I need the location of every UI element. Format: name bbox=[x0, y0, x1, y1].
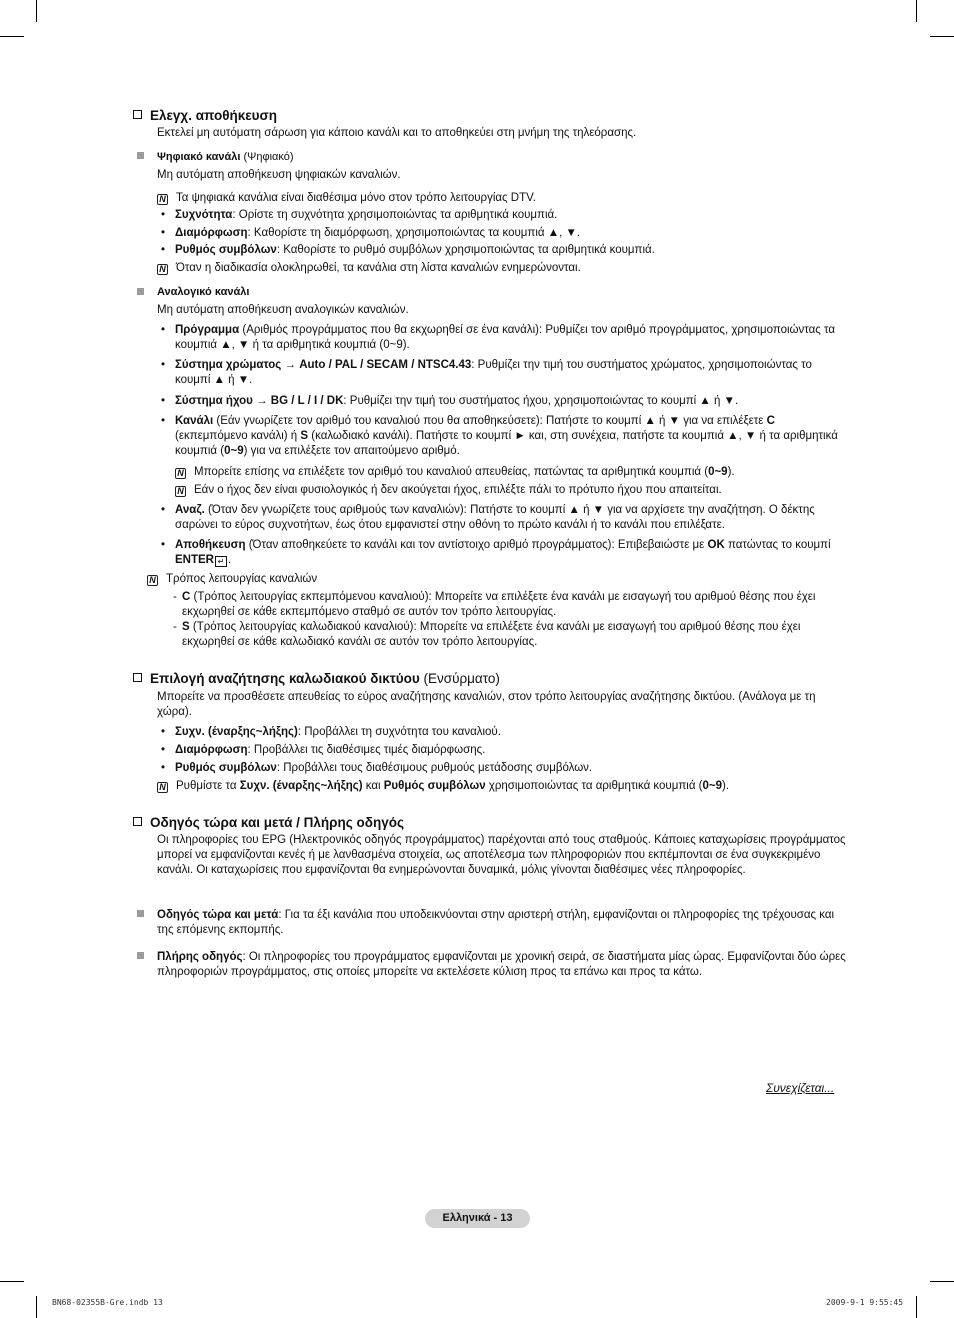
checkbox-bullet-icon bbox=[133, 673, 142, 682]
note: N Ρυθμίστε τα Συχν. (έναρξης~λήξης) και Ρυθμός συμβόλων χρησιμοποιώντας τα αριθμητικά κουμπιά (0~9). bbox=[157, 779, 729, 794]
enter-icon: ↵ bbox=[215, 556, 227, 567]
list-item: • Κανάλι (Εάν γνωρίζετε τον αριθμό του καναλιού που θα αποθηκεύσετε): Πατήστε το κουμπί ▲ ή ▼ για να επιλέξετε C (εκπεμπόμενο κανάλι) ή S (καλωδιακό κανάλι). Πατήστε το κουμπί ► και, στη συνέχεια, πατήστε τα κουμπιά ▲, ▼ ή τα αριθμητικά κουμπιά (0~9) για να επιλέξετε τον απαιτούμενο αριθμό. bbox=[175, 414, 850, 459]
square-bullet-icon bbox=[137, 288, 144, 295]
section-title-epg: Οδηγός τώρα και μετά / Πλήρης οδηγός bbox=[133, 815, 404, 830]
list-item: • Σύστημα χρώματος → Auto / PAL / SECAM / NTSC4.43: Ρυθμίζει την τιμή του συστήματος χρώματος, χρησιμοποιώντας το κουμπί ▲ ή ▼. bbox=[175, 358, 850, 388]
crop-mark bbox=[36, 0, 37, 22]
note-icon: N bbox=[175, 486, 186, 497]
list-item: • Διαμόρφωση: Καθορίστε τη διαμόρφωση, χρησιμοποιώντας τα κουμπιά ▲, ▼. bbox=[175, 226, 850, 241]
list-item: - S (Τρόπος λειτουργίας καλωδιακού καναλιού): Μπορείτε να επιλέξετε ένα κανάλι με εισαγωγή του αριθμού θέσης που έχει εκχωρηθεί σε κάθε καλωδιακό κανάλι σε αυτόν τον τρόπο λειτουργίας. bbox=[182, 620, 852, 650]
continued-label: Συνεχίζεται... bbox=[766, 1081, 835, 1095]
section-description: Μπορείτε να προσθέσετε απευθείας το εύρος αναζήτησης καναλιών, στον τρόπο λειτουργίας αναζήτησης δικτύου. (Ανάλογα με τη χώρα). bbox=[157, 691, 816, 718]
checkbox-bullet-icon bbox=[133, 817, 142, 826]
subsection-analog-channel: Αναλογικό κανάλι bbox=[157, 286, 250, 298]
list-item: Οδηγός τώρα και μετά: Για τα έξι κανάλια που υποδεικνύονται στην αριστερή στήλη, εμφανίζονται οι πληροφορίες της τρέχουσας και της επόμενης εκπομπής. bbox=[157, 909, 835, 936]
subsection-digital-channel: Ψηφιακό κανάλι (Ψηφιακό) bbox=[157, 151, 294, 163]
list-item: - C (Τρόπος λειτουργίας εκπεμπόμενου καναλιού): Μπορείτε να επιλέξετε ένα κανάλι με εισαγωγή του αριθμού θέσης που έχει εκχωρηθεί σε κάθε εκπεμπόμενο σταθμό σε αυτόν τον τρόπο λειτουργίας. bbox=[182, 590, 852, 620]
footer-timestamp: 2009-9-1 9:55:45 bbox=[826, 1298, 904, 1307]
footer-file-info: BN68-02355B-Gre.indb 13 bbox=[52, 1298, 163, 1307]
note: N Τρόπος λειτουργίας καναλιών bbox=[147, 572, 317, 587]
list-item: • Αναζ. (Όταν δεν γνωρίζετε τους αριθμούς των καναλιών): Πατήστε το κουμπί ▲ ή ▼ για να αρχίσετε την αναζήτηση. Ο δέκτης σαρώνει το εύρος συχνοτήτων, έως ότου εμφανιστεί στην οθόνη το πρώτο κανάλι ή το κανάλι που επιλέξατε. bbox=[175, 503, 850, 533]
crop-mark bbox=[0, 36, 24, 37]
list-item: • Σύστημα ήχου → BG / L / I / DK: Ρυθμίζει την τιμή του συστήματος ήχου, χρησιμοποιώντας το κουμπί ▲ ή ▼. bbox=[175, 394, 850, 409]
crop-mark bbox=[930, 1281, 954, 1282]
note: N Μπορείτε επίσης να επιλέξετε τον αριθμό του καναλιού απευθείας, πατώντας τα αριθμητικά κουμπιά (0~9). bbox=[175, 465, 735, 480]
square-bullet-icon bbox=[137, 952, 144, 959]
crop-mark bbox=[916, 1296, 917, 1318]
analog-description: Μη αυτόματη αποθήκευση αναλογικών καναλιών. bbox=[157, 304, 409, 316]
note-icon: N bbox=[147, 575, 158, 586]
square-bullet-icon bbox=[137, 152, 144, 159]
digital-description: Μη αυτόματη αποθήκευση ψηφιακών καναλιών. bbox=[157, 169, 401, 181]
crop-mark bbox=[36, 1296, 37, 1318]
page-number-badge: Ελληνικά - 13 bbox=[425, 1209, 530, 1228]
square-bullet-icon bbox=[137, 910, 144, 917]
crop-mark bbox=[0, 1281, 24, 1282]
section-description: Εκτελεί μη αυτόματη σάρωση για κάποιο κανάλι και το αποθηκεύει στη μνήμη της τηλεόρασης. bbox=[157, 127, 637, 139]
list-item: Πλήρης οδηγός: Οι πληροφορίες του προγράμματος εμφανίζονται με χρονική σειρά, σε διαστήματα μίας ώρας. Εμφανίζονται δύο ώρες πληροφοριών προγράμματος, στις οποίες μπορείτε να εκτελέσετε κύλιση προς τα επάνω και προς τα κάτω. bbox=[157, 951, 846, 978]
crop-mark bbox=[916, 0, 917, 22]
list-item: • Συχν. (έναρξης~λήξης): Προβάλλει τη συχνότητα του καναλιού. bbox=[175, 725, 850, 740]
list-item: • Ρυθμός συμβόλων: Καθορίστε το ρυθμό συμβόλων χρησιμοποιώντας τα αριθμητικά κουμπιά. bbox=[175, 243, 850, 258]
note-icon: N bbox=[175, 468, 186, 479]
list-item: • Πρόγραμμα (Αριθμός προγράμματος που θα εκχωρηθεί σε ένα κανάλι): Ρυθμίζει τον αριθμό προγράμματος, χρησιμοποιώντας τα κουμπιά ▲, ▼ ή τα αριθμητικά κουμπιά (0~9). bbox=[175, 323, 850, 353]
list-item: • Συχνότητα: Ορίστε τη συχνότητα χρησιμοποιώντας τα αριθμητικά κουμπιά. bbox=[175, 208, 850, 223]
list-item: • Αποθήκευση (Όταν αποθηκεύετε το κανάλι και τον αντίστοιχο αριθμό προγράμματος): Επιβεβαιώστε με OK πατώντας το κουμπί ENTER ↵ . bbox=[175, 538, 850, 568]
note: N Όταν η διαδικασία ολοκληρωθεί, τα κανάλια στη λίστα καναλιών ενημερώνονται. bbox=[157, 261, 581, 276]
section-title-cable-search: Επιλογή αναζήτησης καλωδιακού δικτύου (Ενσύρματο) bbox=[133, 671, 500, 686]
section-description: Οι πληροφορίες του EPG (Ηλεκτρονικός οδηγός προγράμματος) παρέχονται από τους σταθμούς. Κάποιες καταχωρίσεις προγράμματος μπορεί να εμφανίζονται κενές ή με λανθασμένα στοιχεία, ως αποτέλεσμα των πληροφοριών που εκπέμπονται σε ένα συγκεκριμένο κανάλι. Οι καταχωρίσεις που εμφανίζονται θα ενημερώνονται δυναμικά, μόλις γίνονται διαθέσιμες νέες πληροφορίες. bbox=[157, 834, 846, 876]
note-icon: N bbox=[157, 264, 168, 275]
list-item: • Διαμόρφωση: Προβάλλει τις διαθέσιμες τιμές διαμόρφωσης. bbox=[175, 743, 850, 758]
note-icon: N bbox=[157, 194, 168, 205]
checkbox-bullet-icon bbox=[133, 110, 142, 119]
crop-mark bbox=[930, 36, 954, 37]
section-title-manual-store: Ελεγχ. αποθήκευση bbox=[133, 108, 277, 123]
note: N Τα ψηφιακά κανάλια είναι διαθέσιμα μόνο στον τρόπο λειτουργίας DTV. bbox=[157, 191, 536, 206]
note-icon: N bbox=[157, 782, 168, 793]
list-item: • Ρυθμός συμβόλων: Προβάλλει τους διαθέσιμους ρυθμούς μετάδοσης συμβόλων. bbox=[175, 761, 850, 776]
note: N Εάν ο ήχος δεν είναι φυσιολογικός ή δεν ακούγεται ήχος, επιλέξτε πάλι το πρότυπο ήχου που απαιτείται. bbox=[175, 483, 722, 498]
